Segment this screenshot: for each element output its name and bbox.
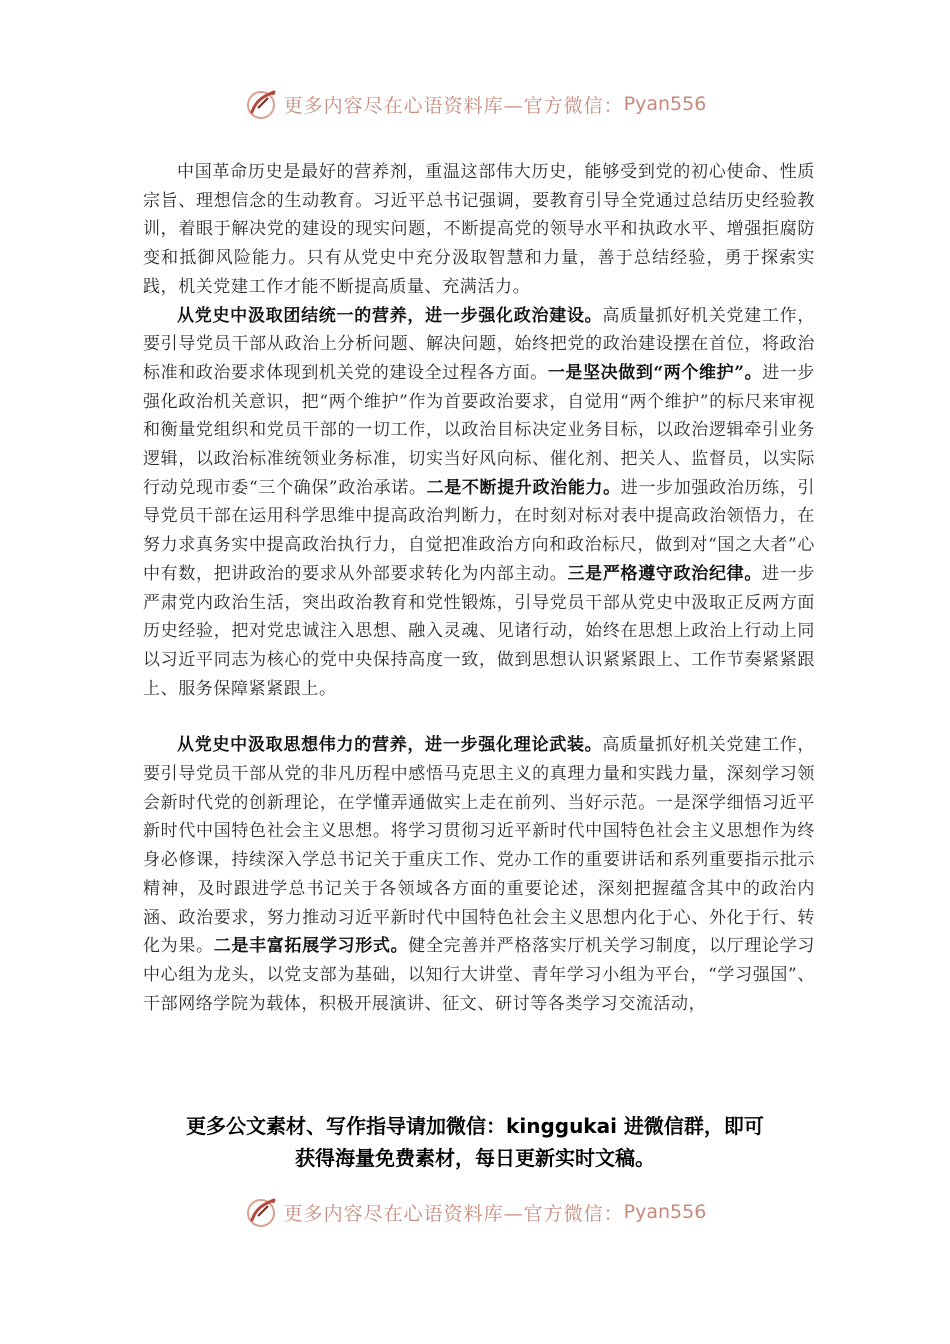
section-1-point-1-title: 一是坚决做到“两个维护”。	[547, 362, 763, 383]
banner-slogan: 更多内容尽在心语资料库—官方微信：	[283, 1202, 624, 1225]
intro-paragraph: 中国革命历史是最好的营养剂，重温这部伟大历史，能够受到党的初心使命、性质宗旨、理想信念的生动教育。习近平总书记强调，要教育引导全党通过总结历史经验教训，着眼于解决党的建设的现实问题，不断提高党的领导水平和执政水平、增强拒腐防变和抵御风险能力。只有从党史中充分汲取智慧和力量，善于总结经验，勇于探索实践，机关党建工作才能不断提高质量、充满活力。	[143, 162, 815, 297]
header-banner	[0, 82, 950, 126]
footer-banner	[0, 1190, 950, 1234]
brand-logo-icon	[244, 86, 280, 122]
section-1-point-2-title: 二是不断提升政治能力。	[426, 477, 621, 498]
promo-notice	[100, 1110, 850, 1174]
banner-slogan: 更多内容尽在心语资料库—官方微信：	[283, 94, 624, 117]
article-body	[143, 158, 815, 1018]
section-2-paragraph: 从党史中汲取思想伟力的营养，进一步强化理论武装。高质量抓好机关党建工作，要引导党员干部从党的非凡历程中感悟马克思主义的真理力量和实践力量，深刻学习领会新时代党的创新理论，在学懂弄通做实上走在前列、当好示范。一是深学细悟习近平新时代中国特色社会主义思想。将学习贯彻习近平新时代中国特色社会主义思想作为终身必修课，持续深入学总书记关于重庆工作、党办工作的重要讲话和系列重要指示批示精神，及时跟进学总书记关于各领域各方面的重要论述，深刻把握蕴含其中的政治内涵、政治要求，努力推动习近平新时代中国特色社会主义思想内化于心、外化于行、转化为果。二是丰富拓展学习形式。健全完善并严格落实厅机关学习制度，以厅理论学习中心组为龙头，以党支部为基础，以知行大讲堂、青年学习小组为平台，“学习强国”、干部网络学院为载体，积极开展演讲、征文、研讨等各类学习交流活动，	[143, 735, 816, 1014]
section-1-heading: 从党史中汲取团结统一的营养，进一步强化政治建设。	[177, 305, 603, 326]
section-1-paragraph: 从党史中汲取团结统一的营养，进一步强化政治建设。高质量抓好机关党建工作，要引导党员干部从政治上分析问题、解决问题，始终把党的政治建设摆在首位，将政治标准和政治要求体现到机关党的建设全过程各方面。一是坚决做到“两个维护”。进一步强化政治机关意识，把“两个维护”作为首要政治要求，自觉用“两个维护”的标尺来审视和衡量党组织和党员干部的一切工作，以政治目标决定业务目标，以政治逻辑牵引业务逻辑，以政治标准统领业务标准，切实当好风向标、催化剂、把关人、监督员，以实际行动兑现市委“三个确保”政治承诺。二是不断提升政治能力。进一步加强政治历练，引导党员干部在运用科学思维中提高政治判断力，在时刻对标对表中提高政治领悟力，在努力求真务实中提高政治执行力，自觉把准政治方向和政治标尺，做到对“国之大者”心中有数，把讲政治的要求从外部要求转化为内部主动。三是严格遵守政治纪律。进一步严肃党内政治生活，突出政治教育和党性锻炼，引导党员干部从党史中汲取正反两方面历史经验，把对党忠诚注入思想、融入灵魂、见诸行动，始终在思想上政治上行动上同以习近平同志为核心的党中央保持高度一致，做到思想认识紧紧跟上、工作节奏紧紧跟上、服务保障紧紧跟上。	[143, 305, 816, 699]
wechat-id: Pyan556	[623, 93, 707, 115]
section-1-point-3-title: 三是严格遵守政治纪律。	[567, 563, 763, 584]
wechat-id: Pyan556	[623, 1201, 707, 1223]
promo-line-2: 获得海量免费素材，每日更新实时文稿。	[295, 1146, 655, 1170]
section-2-heading: 从党史中汲取思想伟力的营养，进一步强化理论武装。	[177, 735, 603, 756]
promo-line-1: 更多公文素材、写作指导请加微信：kinggukai 进微信群，即可	[186, 1114, 764, 1138]
section-2-point-2-title: 二是丰富拓展学习形式。	[213, 936, 409, 957]
brand-logo-icon	[244, 1194, 280, 1230]
